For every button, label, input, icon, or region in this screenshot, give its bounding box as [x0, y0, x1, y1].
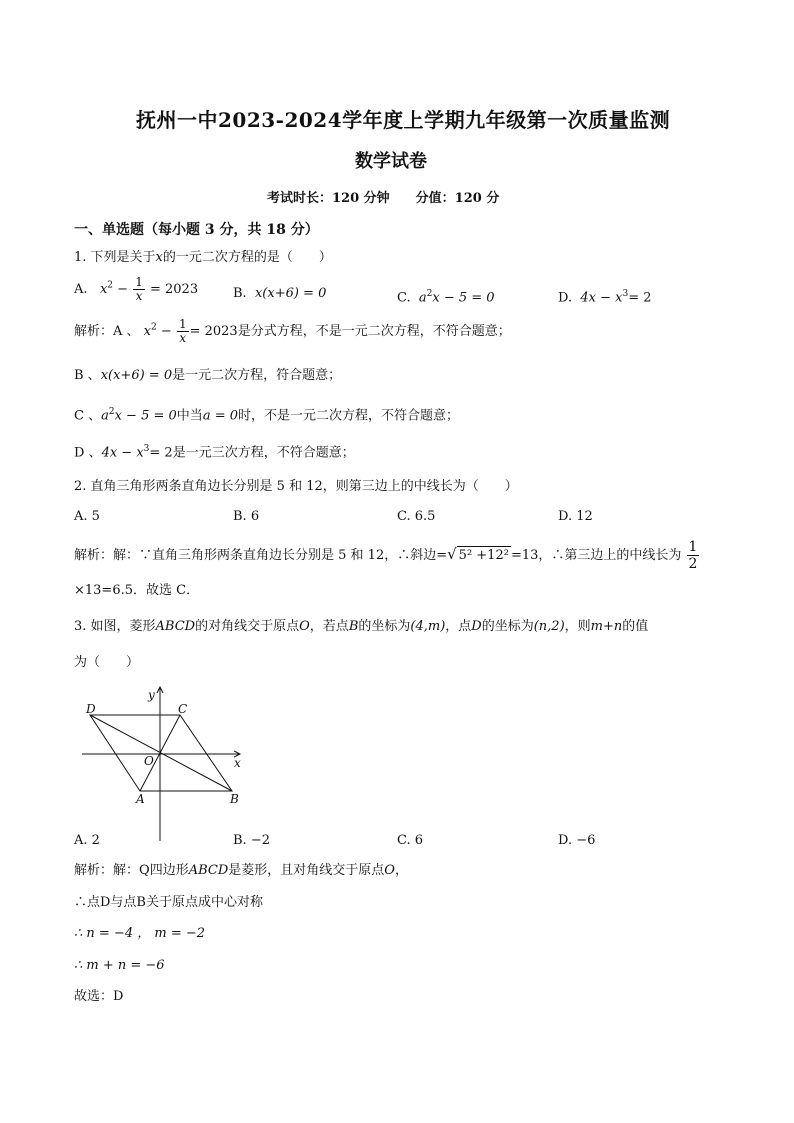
rhombus-figure	[82, 683, 250, 843]
exam-subtitle: 数学试卷	[355, 151, 427, 172]
q1-ans-c-lead: C 、	[74, 408, 102, 424]
label-y: y	[148, 688, 155, 702]
q3-option-c: C. 6	[397, 833, 424, 848]
q3-s-b: B	[348, 619, 359, 634]
q1-option-a-label: A.	[74, 282, 88, 297]
q3-option-d: D. −6	[558, 833, 596, 848]
q1-option-b-label: B.	[233, 286, 247, 301]
q2-ans-fraction	[687, 539, 700, 572]
q1-d-end: = 2	[628, 290, 652, 306]
q3-s-d: D	[471, 619, 482, 634]
q2-ans-sqrt: 5² +12²	[458, 548, 509, 563]
q1-stem	[74, 249, 332, 267]
q1-ans-d-eq: = 2	[149, 445, 173, 461]
q1-ans-a-lead: 解析：A 、	[74, 324, 140, 339]
q2-option-b: B. 6	[233, 509, 260, 524]
section-title: 一、单选题（每小题 3 分，共 18 分）	[74, 222, 319, 238]
q1-c-sup: 2	[426, 289, 433, 299]
q1-option-b	[233, 285, 326, 303]
q1-ans-a-den: x	[179, 331, 187, 345]
q3-s2: 的对角线交于原点	[195, 619, 300, 634]
q1-option-d-label: D.	[558, 290, 573, 306]
q3-s-expr: m+n	[590, 619, 623, 634]
q3-s1: 3. 如图，菱形	[74, 619, 156, 634]
q1-ans-a-x: x	[143, 324, 152, 339]
q1-a-minus: −	[117, 282, 129, 297]
q1-a-den: x	[135, 289, 143, 303]
q1-ans-a-minus: −	[160, 324, 172, 339]
q1-ans-b-text: 是一元二次方程，符合题意；	[172, 368, 342, 383]
q1-a-fraction	[133, 276, 145, 303]
q1-answer-b	[74, 367, 341, 385]
q1-a-end: = 2023	[149, 282, 199, 297]
q1-option-a	[74, 276, 198, 303]
q1-ans-a-num: 1	[178, 317, 187, 331]
q3-s8: 的值	[622, 619, 649, 634]
q3-ans1-o: O	[384, 863, 395, 878]
q1-option-c-label: C.	[397, 290, 411, 306]
q1-ans-a-fraction	[177, 318, 189, 345]
q3-s-abcd: ABCD	[155, 619, 196, 634]
q3-stem-line2: 为（ ）	[74, 655, 140, 670]
q3-ans1-q: Q	[139, 863, 150, 878]
label-b: B	[230, 792, 239, 806]
q3-option-b: B. −2	[233, 833, 270, 848]
diagonal-db	[90, 715, 232, 791]
exam-title: 抚州一中2023-2024学年度上学期九年级第一次质量监测	[136, 108, 671, 132]
q3-ans1-pre: 解析：解：	[74, 863, 140, 878]
q1-ans-b-lead: B 、	[74, 368, 101, 383]
q1-ans-c-text: 时，不是一元二次方程，不符合题意；	[238, 408, 460, 424]
q2-ans-pre: 解析：解：∵直角三角形两条直角边长分别是 5 和 12，∴斜边=	[74, 548, 448, 563]
q1-option-c	[397, 285, 495, 307]
q1-answer-d	[74, 440, 355, 462]
q3-answer-line4: ∴ m + n = −6	[74, 958, 165, 973]
q3-s4: 的坐标为	[358, 619, 411, 634]
q1-ans-d-pre: 4x − x	[101, 445, 144, 461]
q3-s5: ，点	[445, 619, 472, 634]
q1-ans-d-sup: 3	[143, 444, 150, 454]
q2-option-d: D. 12	[558, 509, 593, 524]
q1-c-end: x − 5 = 0	[432, 290, 495, 306]
label-x: x	[234, 756, 241, 770]
label-o: O	[144, 754, 154, 768]
q1-stem-text: 1. 下列是关于	[74, 250, 156, 265]
q1-d-sup: 3	[622, 289, 629, 299]
q1-option-d	[558, 285, 651, 307]
q1-stem-end: 的一元二次方程的是（ ）	[162, 250, 332, 265]
q3-answer-line3: ∴ n = −4 ， m = −2	[74, 926, 206, 941]
q2-stem: 2. 直角三角形两条直角边长分别是 5 和 12，则第三边上的中线长为（ ）	[74, 479, 518, 494]
q2-ans-num: 1	[688, 539, 698, 555]
q1-d-pre: 4x − x	[580, 290, 623, 306]
q3-s3: ，若点	[309, 619, 349, 634]
label-a: A	[136, 792, 145, 806]
q1-a-num: 1	[135, 275, 143, 289]
q3-answer-line5: 故选：D	[74, 989, 124, 1004]
q1-ans-c-sup: 2	[108, 407, 115, 417]
q1-ans-a-sup: 2	[151, 322, 157, 333]
q3-s-coordb: (4,m)	[410, 619, 446, 634]
q1-ans-c-a: a	[101, 408, 109, 424]
q3-ans1-end: 是菱形，且对角线交于原点	[228, 863, 385, 878]
q2-ans-den: 2	[688, 556, 698, 572]
q3-ans1-tail: ，	[394, 863, 408, 878]
q3-s-coordd: (n,2)	[533, 619, 565, 634]
label-c: C	[178, 702, 188, 716]
q1-a-sup: 2	[107, 280, 114, 291]
q1-answer-a	[74, 318, 511, 345]
q1-ans-c-eq: x − 5 = 0	[114, 408, 177, 424]
q3-option-a: A. 2	[74, 833, 100, 848]
q3-ans1-abcd: ABCD	[188, 863, 229, 878]
q3-answer-line2: ∴点D与点B关于原点成中心对称	[74, 895, 263, 910]
q1-a-x: x	[99, 282, 108, 297]
exam-meta: 考试时长：120 分钟 分值：120 分	[267, 191, 500, 206]
q1-ans-c-cond: a = 0	[202, 408, 238, 424]
q2-option-c: C. 6.5	[397, 509, 436, 524]
q1-ans-c-mid: 中当	[176, 408, 203, 424]
q3-stem-line1	[74, 618, 648, 636]
q1-c-a: a	[418, 290, 427, 306]
q1-b-eq: x(x+6) = 0	[254, 286, 327, 301]
q3-answer-line1	[74, 862, 408, 880]
q1-ans-a-text: 是分式方程，不是一元二次方程，不符合题意；	[237, 324, 511, 339]
q2-answer-line2: ×13=6.5．故选 C．	[74, 583, 200, 598]
q2-answer-line1	[74, 539, 700, 572]
q3-s6: 的坐标为	[481, 619, 534, 634]
q1-stem-var: x	[155, 250, 163, 265]
q3-s-o: O	[299, 619, 310, 634]
label-d: D	[86, 702, 96, 716]
q1-ans-d-lead: D 、	[74, 445, 102, 461]
q2-ans-mid: =13，∴第三边上的中线长为	[510, 548, 682, 563]
q1-answer-c	[74, 403, 459, 425]
q1-ans-d-text: 是一元三次方程，不符合题意；	[172, 445, 355, 461]
q1-ans-a-eq: = 2023	[189, 324, 238, 339]
q3-ans1-mid: 四边形	[149, 863, 189, 878]
q1-ans-b-eq: x(x+6) = 0	[100, 368, 173, 383]
q3-s7: ，则	[564, 619, 591, 634]
sqrt-icon: √	[447, 545, 457, 563]
q2-option-a: A. 5	[74, 509, 100, 524]
